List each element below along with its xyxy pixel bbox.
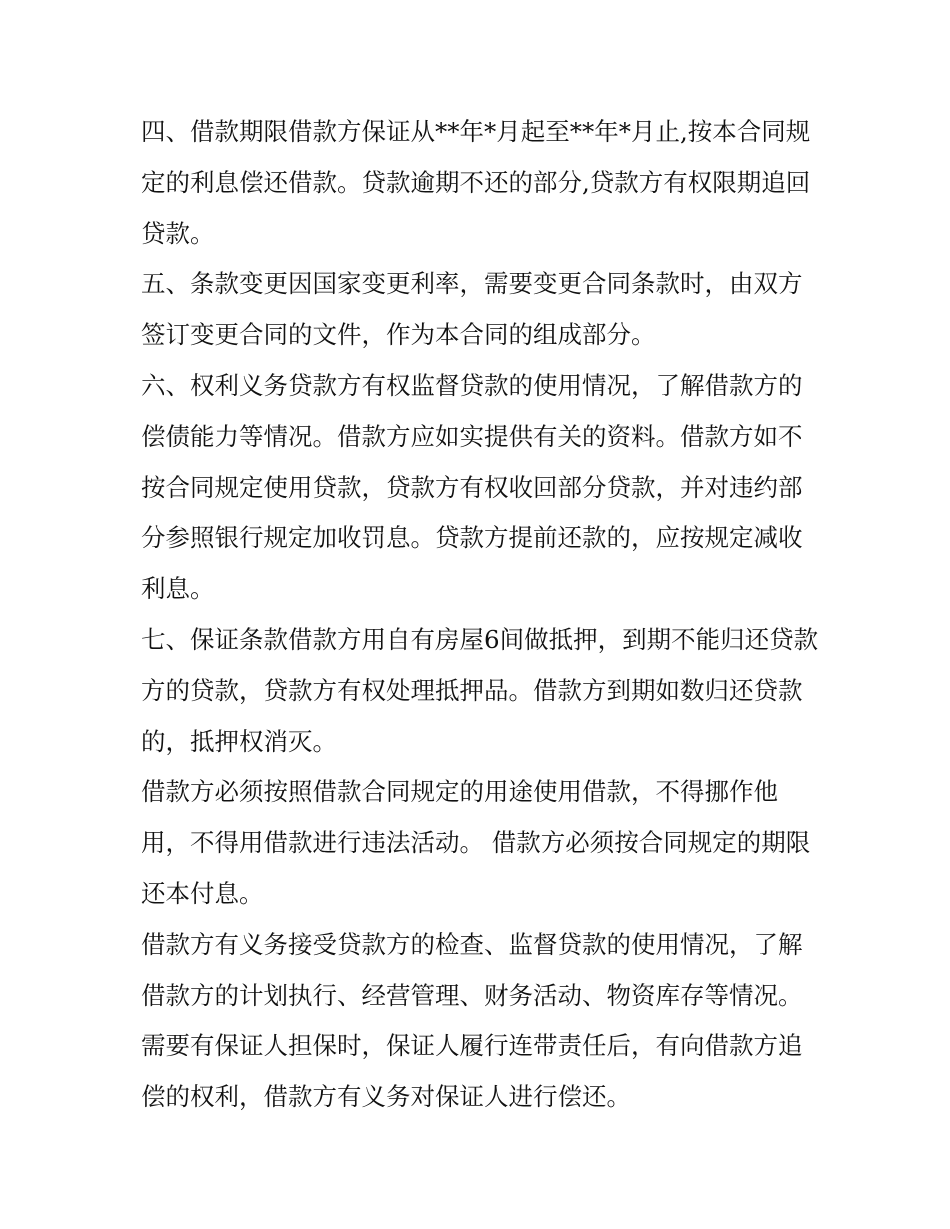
paragraph-clause-change: 五、条款变更因国家变更利率，需要变更合同条款时，由双方签订变更合同的文件，作为本合同的组成部分。 — [141, 269, 803, 350]
paragraph-loan-term: 四、借款期限借款方保证从**年*月起至**年*月止,按本合同规定的利息偿还借款。贷款逾期不还的部分,贷款方有权限期追回贷款。 — [141, 117, 811, 248]
paragraph-rights-obligations: 六、权利义务贷款方有权监督贷款的使用情况，了解借款方的偿债能力等情况。借款方应如实提供有关的资料。借款方如不按合同规定使用贷款，贷款方有权收回部分贷款，并对违约部分参照银行规定加收罚息。贷款方提前还款的，应按规定减收利息。 — [141, 370, 803, 604]
document-body — [141, 107, 821, 1123]
paragraph-loan-usage: 借款方必须按照借款合同规定的用途使用借款，不得挪作他用，不得用借款进行违法活动。 借款方必须按合同规定的期限还本付息。 — [141, 777, 811, 908]
paragraph-guarantee-clause: 七、保证条款借款方用自有房屋6间做抵押，到期不能归还贷款方的贷款，贷款方有权处理抵押品。借款方到期如数归还贷款的，抵押权消灭。 — [141, 624, 819, 756]
paragraph-inspection-guarantor: 借款方有义务接受贷款方的检查、监督贷款的使用情况，了解借款方的计划执行、经营管理、财务活动、物资库存等情况。需要有保证人担保时，保证人履行连带责任后，有向借款方追偿的权利，借款方有义务对保证人进行偿还。 — [141, 929, 803, 1112]
